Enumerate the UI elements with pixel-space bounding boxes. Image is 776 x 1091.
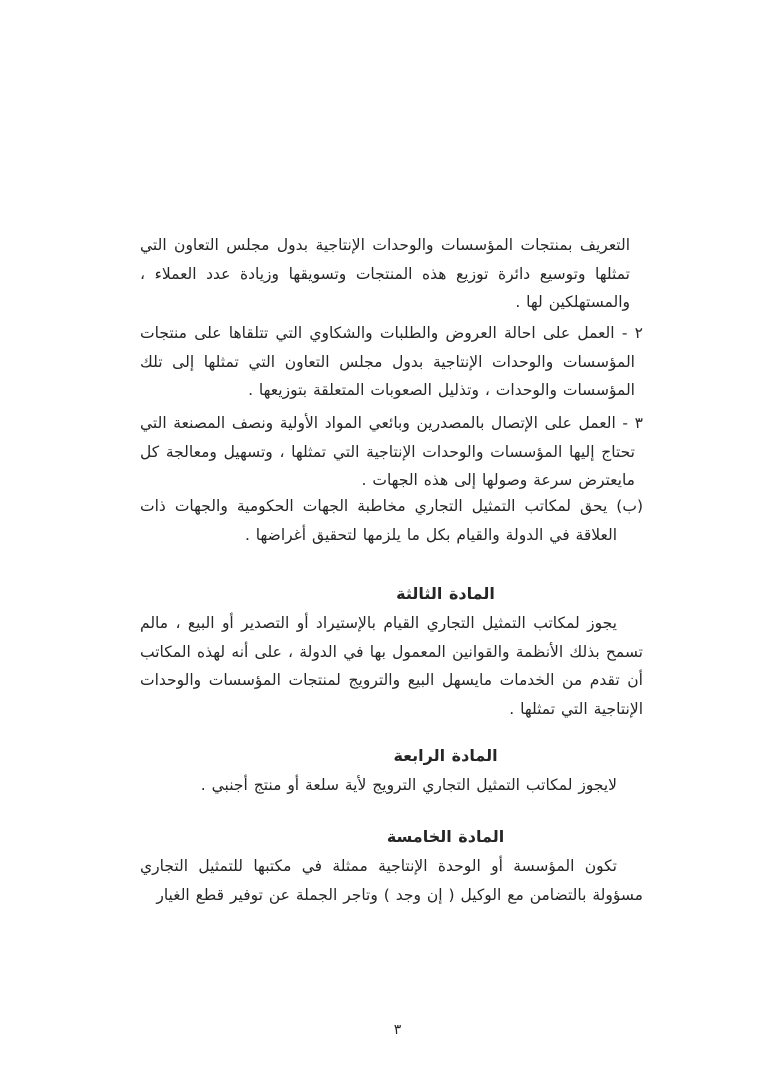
list-item [140,409,643,495]
list-item [140,319,643,405]
article-five-heading: المادة الخامسة [386,827,505,847]
article-four-heading: المادة الرابعة [393,746,498,766]
article-three-heading: المادة الثالثة [396,584,495,604]
clause-b-paragraph: (ب) يحق لمكاتب التمثيل التجاري مخاطبة الجهات الحكومية والجهات ذات العلاقة في الدولة والقيام بكل ما يلزمها لتحقيق أغراضها . [140,497,643,544]
list-item-marker: ٢ - [621,324,643,342]
list-item-text: العمل على احالة العروض والطلبات والشكاوي التي تتلقاها على منتجات المؤسسات والوحدات الإنتاجية بدول مجلس التعاون التي تمثلها إلى تلك المؤسسات والوحدات ، وتذليل الصعوبات المتعلقة بتوزيعها . [140,324,635,399]
intro-paragraph: التعريف بمنتجات المؤسسات والوحدات الإنتاجية بدول مجلس التعاون التي تمثلها وتوسيع دائرة توزيع هذه المنتجات وتسويقها وزيادة عدد العملاء ، والمستهلكين لها . [140,236,630,311]
page-number: ٣ [393,1022,402,1038]
article-three-body: يجوز لمكاتب التمثيل التجاري القيام بالإستيراد أو التصدير أو البيع ، مالم تسمح بذلك الأنظمة والقوانين المعمول بها في الدولة ، على أنه لهذه المكاتب أن تقدم من الخدمات مايسهل البيع والترويج لمنتجات المؤسسات والوحدات الإنتاجية التي تمثلها . [140,614,643,718]
article-four-body: لايجوز لمكاتب التمثيل التجاري الترويج لأية سلعة أو منتج أجنبي . [200,776,617,794]
list-item-text: العمل على الإتصال بالمصدرين وبائعي المواد الأولية ونصف المصنعة التي تحتاج إليها المؤسسات والوحدات الإنتاجية التي تمثلها ، وتسهيل ومعالجة كل مايعترض سرعة وصولها إلى هذه الجهات . [140,414,635,489]
article-five-body: تكون المؤسسة أو الوحدة الإنتاجية ممثلة في مكتبها للتمثيل التجاري مسؤولة بالتضامن مع الوكيل ( إن وجد ) وتاجر الجملة عن توفير قطع الغيار [140,857,643,904]
list-item-marker: ٣ - [622,414,643,432]
